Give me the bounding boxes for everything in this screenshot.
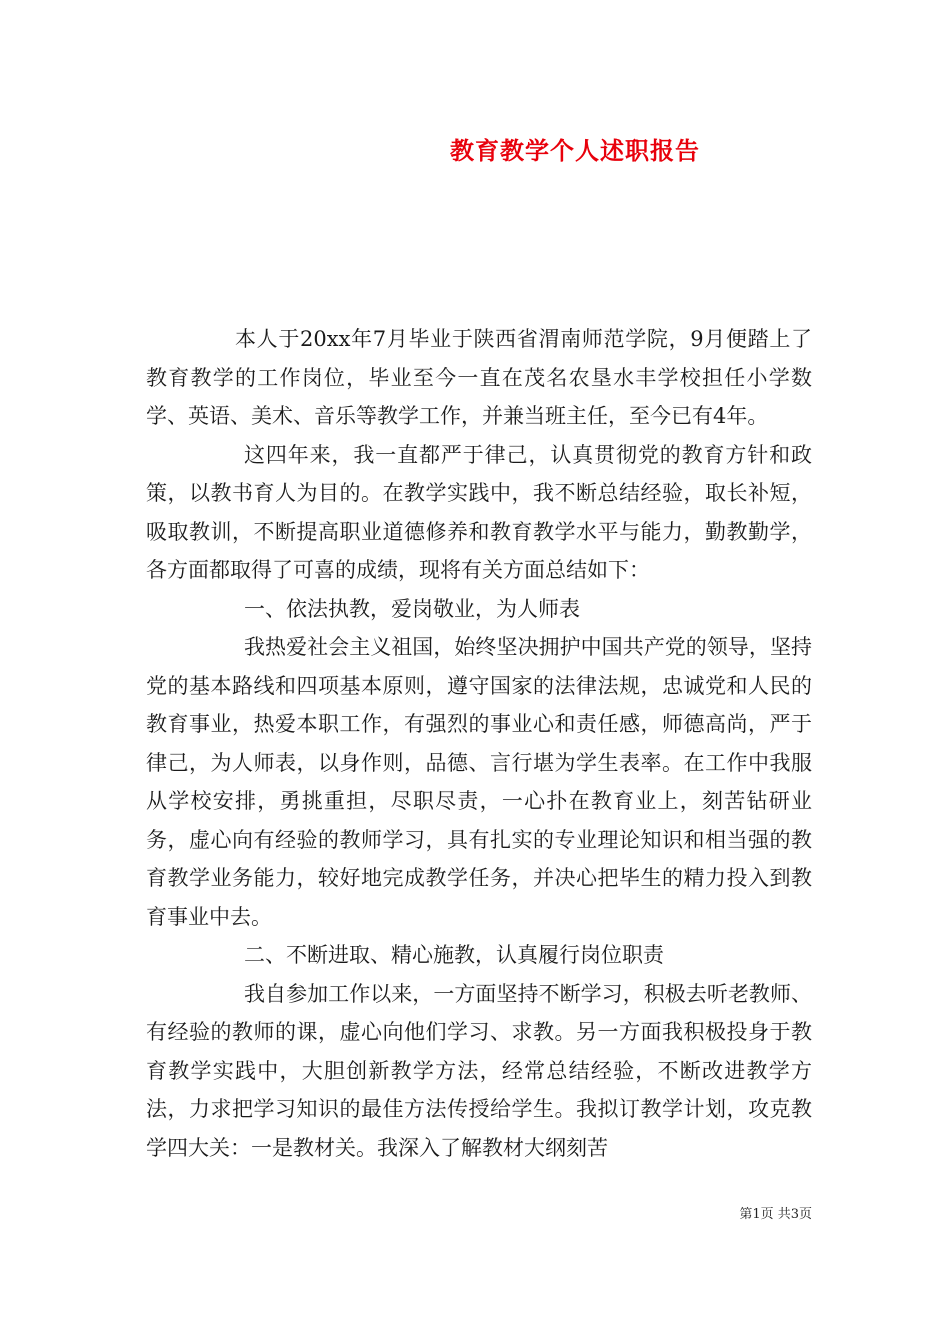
section-heading-2: 二、不断进取、精心施教，认真履行岗位职责 — [244, 943, 664, 967]
paragraph-section-2: 我自参加工作以来，一方面坚持不断学习，积极去听老教师、有经验的教师的课，虚心向他们学习、求教。另一方面我积极投身于教育教学实践中，大胆创新教学方法，经常总结经验，不断改进教学方法，力求把学习知识的最佳方法传授给学生。我拟订教学计划，攻克教学四大关：一是教材关。我深入了解教材大纲刻苦 — [146, 981, 812, 1160]
page-number-footer: 第1页 共3页 — [739, 1207, 812, 1222]
section-heading-1: 一、依法执教，爱岗敬业，为人师表 — [244, 596, 580, 621]
paragraph-intro: 本人于20xx年7月毕业于陕西省渭南师范学院，9月便踏上了教育教学的工作岗位，毕业至今一直在茂名农垦水丰学校担任小学数学、英语、美术、音乐等教学工作，并兼当班主任，至今已有4年。 — [146, 327, 812, 428]
document-title: 教育教学个人述职报告 — [450, 136, 700, 165]
document-body — [146, 320, 812, 1167]
paragraph-section-1: 我热爱社会主义祖国，始终坚决拥护中国共产党的领导，坚持党的基本路线和四项基本原则，遵守国家的法律法规，忠诚党和人民的教育事业，热爱本职工作，有强烈的事业心和责任感，师德高尚，严于律己，为人师表，以身作则，品德、言行堪为学生表率。在工作中我服从学校安排，勇挑重担，尽职尽责，一心扑在教育业上，刻苦钻研业务，虚心向有经验的教师学习，具有扎实的专业理论知识和相当强的教育教学业务能力，较好地完成教学任务，并决心把毕生的精力投入到教育事业中去。 — [146, 635, 812, 929]
paragraph-summary: 这四年来，我一直都严于律己，认真贯彻党的教育方针和政策，以教书育人为目的。在教学实践中，我不断总结经验，取长补短，吸取教训，不断提高职业道德修养和教育教学水平与能力，勤教勤学，各方面都取得了可喜的成绩，现将有关方面总结如下： — [146, 442, 812, 582]
